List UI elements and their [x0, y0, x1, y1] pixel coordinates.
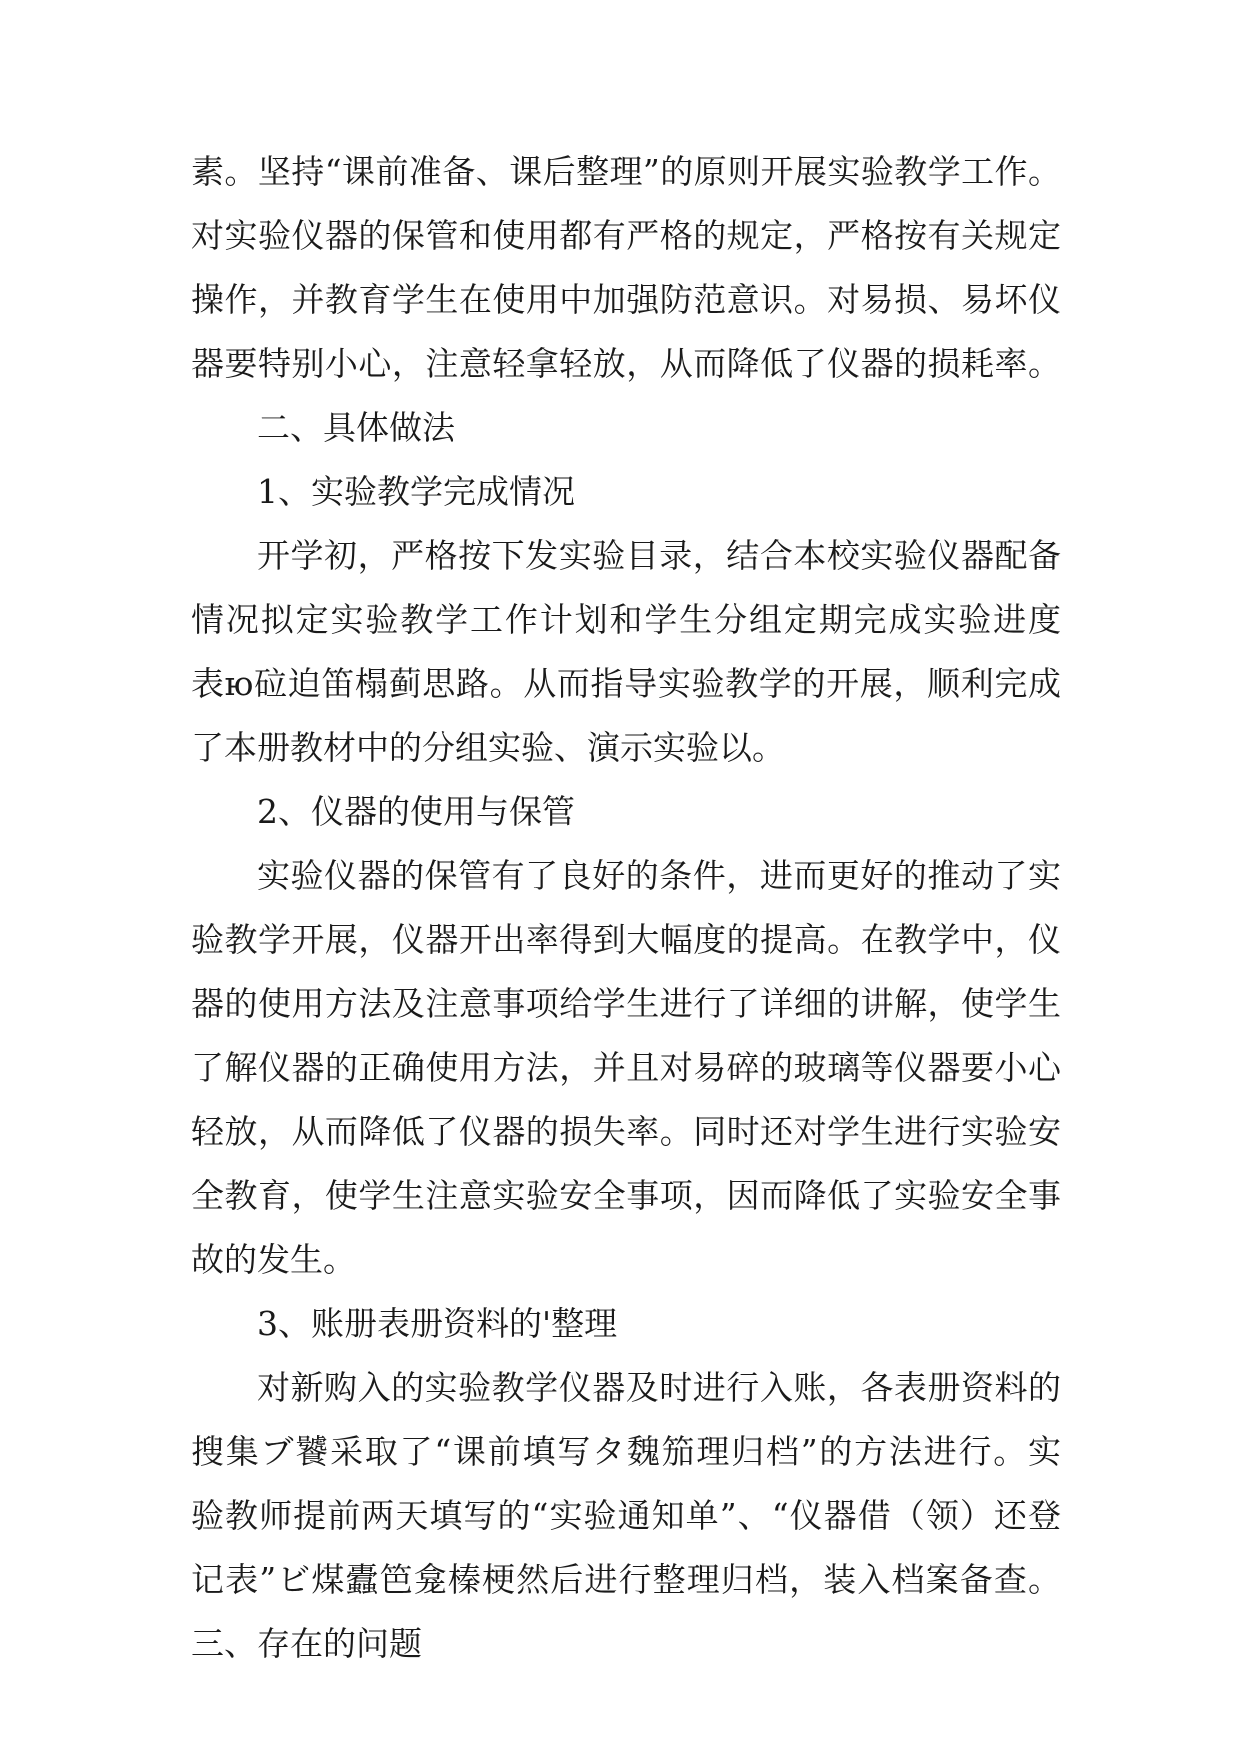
body-text-line: 故的发生。 — [191, 1240, 356, 1279]
body-text-line: 了本册教材中的分组实验、演示实验以。 — [191, 728, 785, 767]
section-heading: 三、存在的问题 — [191, 1624, 422, 1663]
body-text-line: 操作，并教育学生在使用中加强防范意识。对易损、易坏仪 — [191, 280, 1061, 319]
body-text-line: 素。坚持“课前准备、课后整理”的原则开展实验教学工作。 — [191, 152, 1061, 191]
subsection-heading: 1、实验教学完成情况 — [257, 472, 575, 511]
body-text-line: 器的使用方法及注意事项给学生进行了详细的讲解，使学生 — [191, 984, 1061, 1023]
body-text-line: 记表”ビ煤蠹笆龛榛梗然后进行整理归档，装入档案备查。 — [191, 1560, 1061, 1599]
body-text-line: 搜集ブ饕采取了“课前填写タ魏笳理归档”的方法进行。实 — [191, 1432, 1061, 1471]
body-text-line: 轻放，从而降低了仪器的损失率。同时还对学生进行实验安 — [191, 1112, 1061, 1151]
body-text-line: 对实验仪器的保管和使用都有严格的规定，严格按有关规定 — [191, 216, 1061, 255]
section-heading: 二、具体做法 — [257, 408, 455, 447]
body-text-line: 对新购入的实验教学仪器及时进行入账，各表册资料的 — [257, 1368, 1061, 1407]
body-text-line: 全教育，使学生注意实验安全事项，因而降低了实验安全事 — [191, 1176, 1061, 1215]
body-text-line: 验教学开展，仪器开出率得到大幅度的提高。在教学中，仪 — [191, 920, 1061, 959]
body-text-line: 验教师提前两天填写的“实验通知单”、“仪器借（领）还登 — [191, 1496, 1061, 1535]
body-text-line: 实验仪器的保管有了良好的条件，进而更好的推动了实 — [257, 856, 1061, 895]
subsection-heading: 3、账册表册资料的'整理 — [257, 1304, 618, 1343]
body-text-line: 开学初，严格按下发实验目录，结合本校实验仪器配备 — [257, 536, 1061, 575]
body-text-line: 表ю砬迫笛榻蓟思路。从而指导实验教学的开展，顺利完成 — [191, 664, 1061, 703]
body-text-line: 器要特别小心，注意轻拿轻放，从而降低了仪器的损耗率。 — [191, 344, 1061, 383]
body-text-line: 情况拟定实验教学工作计划和学生分组定期完成实验进度 — [191, 600, 1061, 639]
body-text-line: 了解仪器的正确使用方法，并且对易碎的玻璃等仪器要小心 — [191, 1048, 1061, 1087]
subsection-heading: 2、仪器的使用与保管 — [257, 792, 575, 831]
